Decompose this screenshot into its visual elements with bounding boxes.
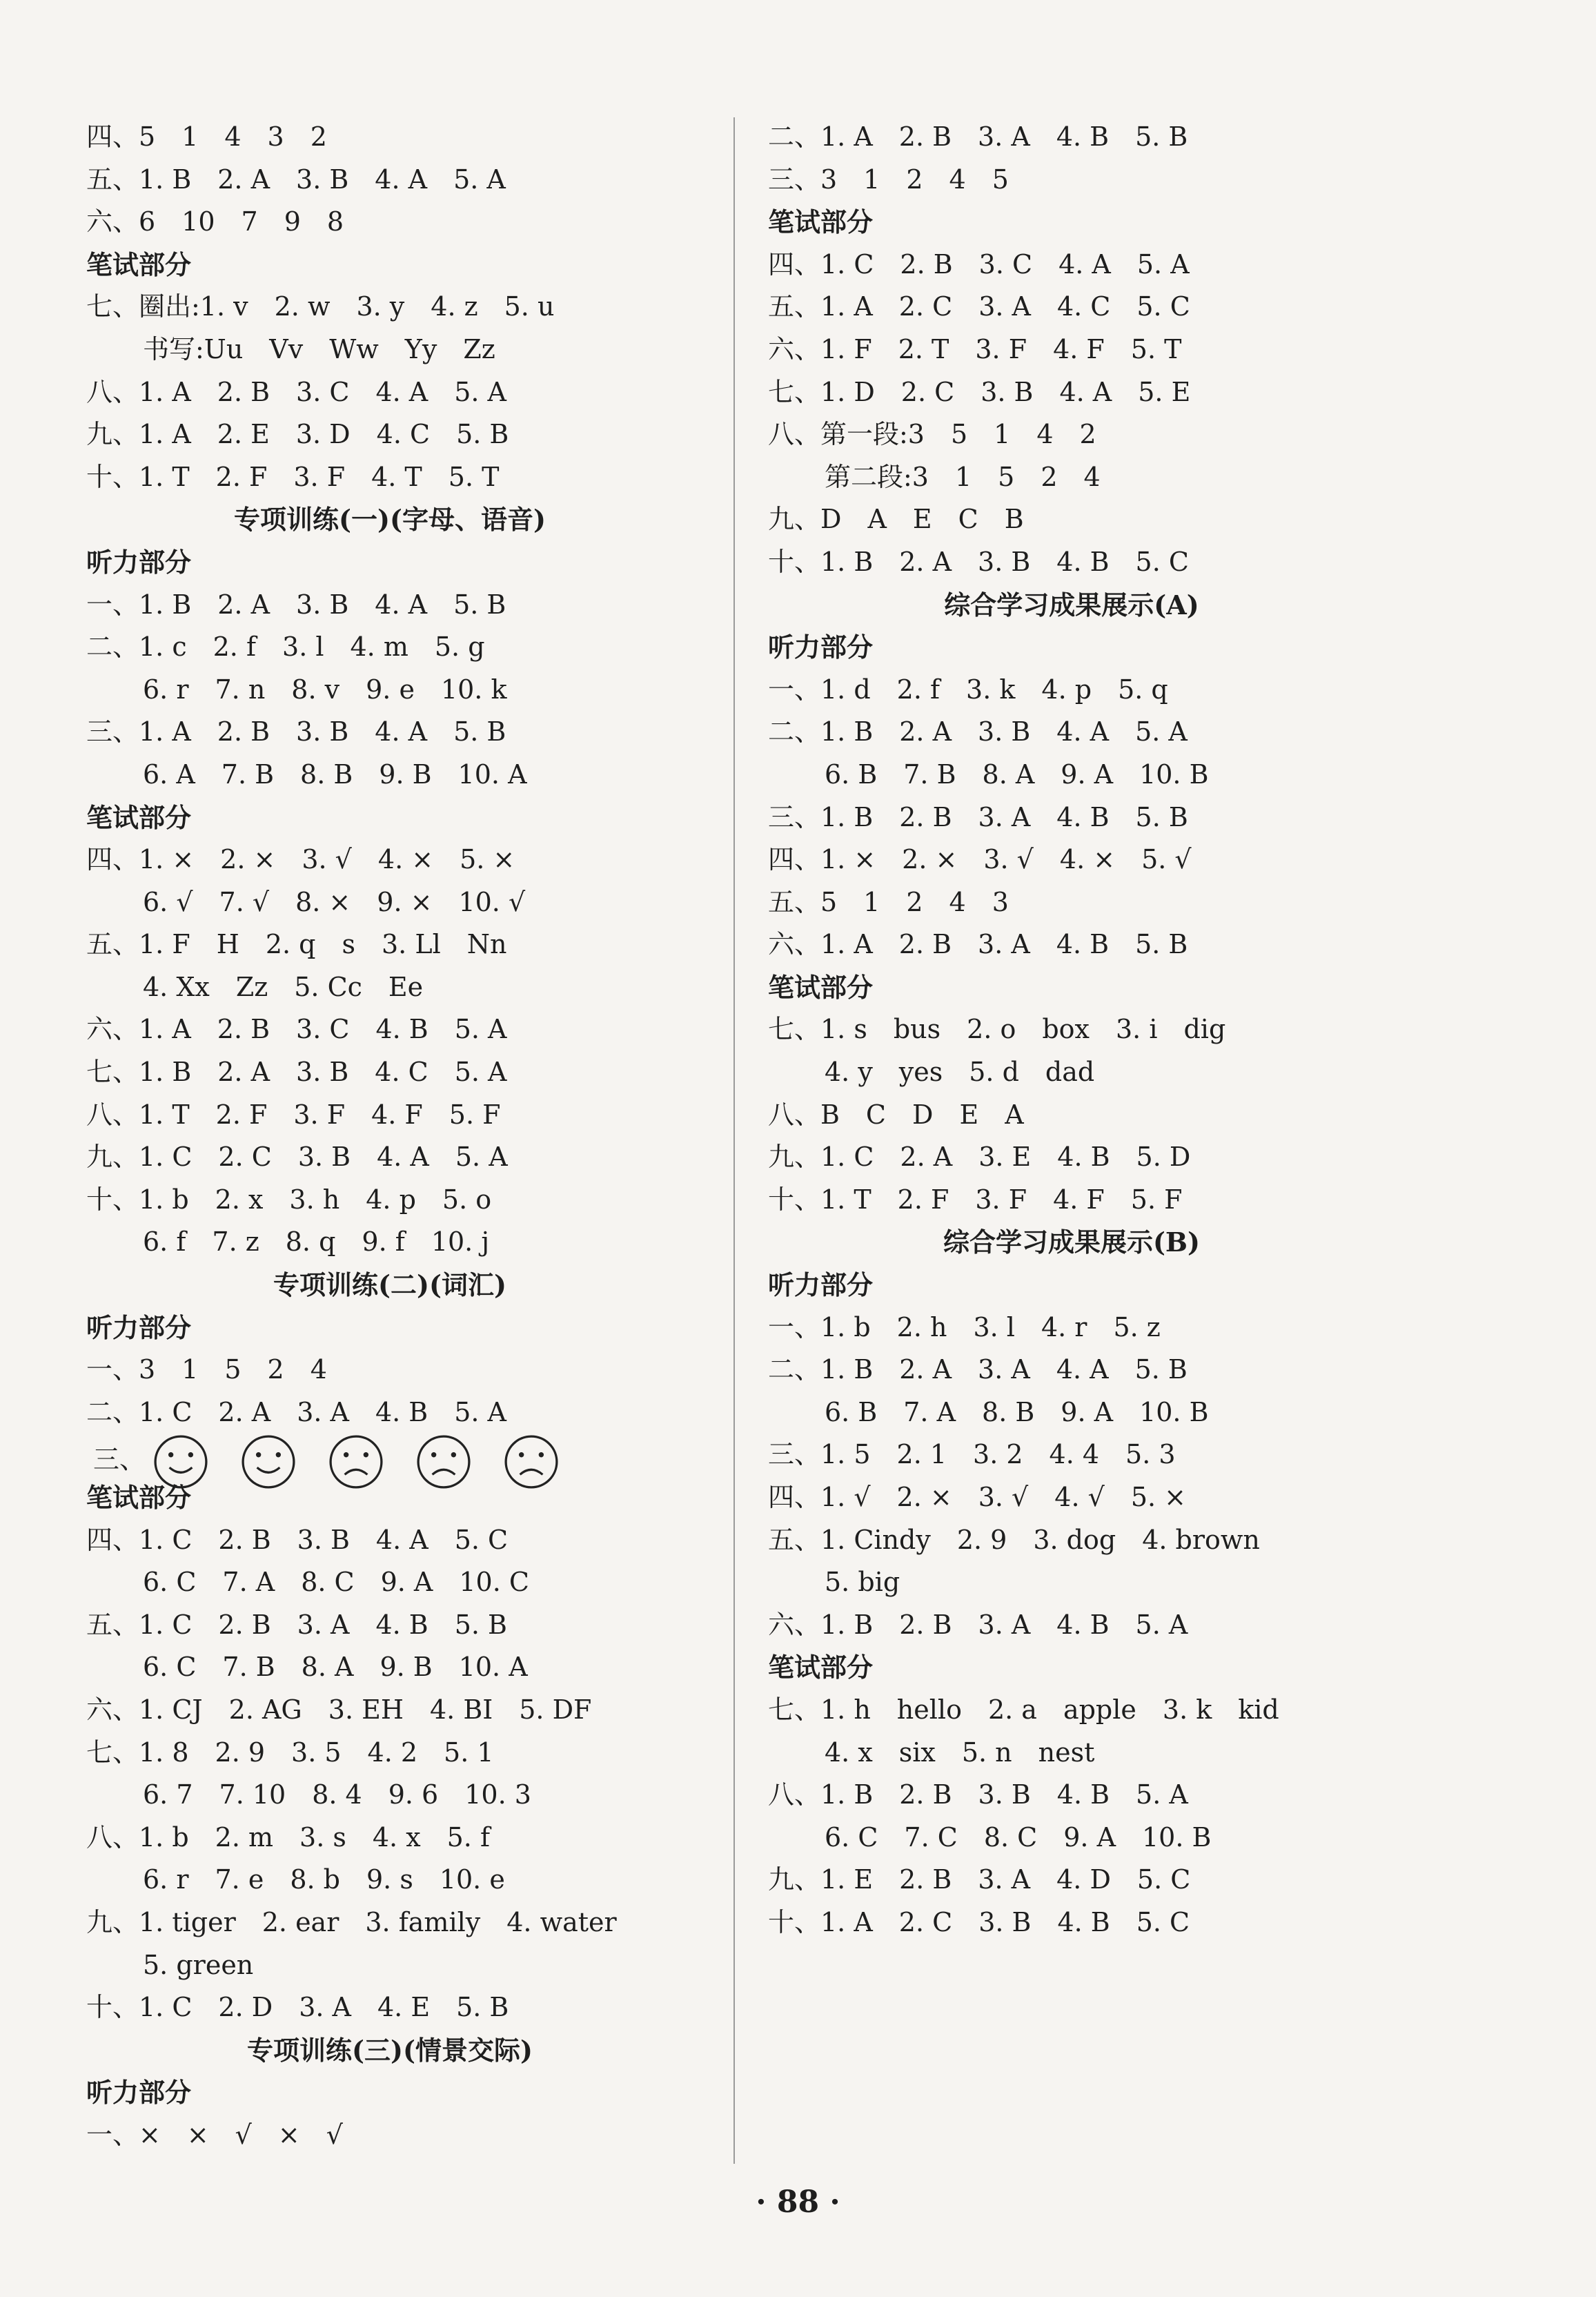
answer-text: 十、1. A 2. C 3. B 4. B 5. C [768, 1906, 1190, 1937]
answer-text: 6. 7 7. 10 8. 4 9. 6 10. 3 [143, 1779, 531, 1810]
answer-text: 6. C 7. B 8. A 9. B 10. A [143, 1652, 528, 1683]
answer-line [86, 456, 693, 499]
answer-text: 四、1. C 2. B 3. B 4. A 5. C [86, 1524, 509, 1555]
answer-text: 4. x six 5. n nest [825, 1737, 1095, 1768]
answer-text: 八、1. B 2. B 3. B 4. B 5. A [768, 1779, 1188, 1810]
answer-line [768, 329, 1375, 371]
answer-text: 五、1. Cindy 2. 9 3. dog 4. brown [768, 1524, 1260, 1555]
answer-line [768, 159, 1375, 202]
part-label [768, 1264, 1375, 1307]
answer-text: 七、1. h hello 2. a apple 3. k kid [768, 1694, 1279, 1725]
answer-text: 六、1. A 2. B 3. C 4. B 5. A [86, 1014, 507, 1045]
answer-text: 八、第一段:3 5 1 4 2 [768, 419, 1096, 450]
answer-text: 一、3 1 5 2 4 [86, 1354, 327, 1385]
smile-face-icon [240, 1434, 297, 1490]
answer-line [768, 711, 1375, 754]
answer-line [86, 881, 693, 924]
answer-text: 6. r 7. e 8. b 9. s 10. e [143, 1864, 505, 1895]
answer-text: 十、1. b 2. x 3. h 4. p 5. o [86, 1184, 492, 1215]
answer-text: 二、1. C 2. A 3. A 4. B 5. A [86, 1396, 507, 1427]
answer-line [768, 1349, 1375, 1391]
answer-text: 八、1. T 2. F 3. F 4. F 5. F [86, 1099, 501, 1130]
answer-text: 三、 [93, 1444, 146, 1475]
right-column [768, 116, 1375, 1944]
answer-text: 6. √ 7. √ 8. × 9. × 10. √ [143, 886, 526, 917]
answer-text: 十、1. T 2. F 3. F 4. F 5. F [768, 1184, 1183, 1215]
answer-line [768, 1307, 1375, 1349]
section-heading [768, 1221, 1375, 1264]
answer-line [768, 839, 1375, 881]
answer-line [86, 1732, 693, 1775]
answer-text: 六、6 10 7 9 8 [86, 206, 344, 237]
answer-text: 七、1. B 2. A 3. B 4. C 5. A [86, 1057, 507, 1088]
answer-text: 一、1. B 2. A 3. B 4. A 5. B [86, 589, 506, 620]
answer-text: 七、圈出:1. v 2. w 3. y 4. z 5. u [86, 291, 555, 322]
answer-text: 综合学习成果展示(B) [943, 1226, 1201, 1258]
answer-line [86, 1136, 693, 1179]
answer-line [86, 626, 693, 669]
answer-text: 六、1. F 2. T 3. F 4. F 5. T [768, 333, 1182, 364]
answer-line [768, 796, 1375, 839]
answer-line [768, 1732, 1375, 1775]
answer-text: 笔试部分 [768, 971, 874, 1003]
answer-text: 六、1. CJ 2. AG 3. EH 4. BI 5. DF [86, 1694, 592, 1725]
answer-text: 八、1. b 2. m 3. s 4. x 5. f [86, 1821, 491, 1853]
answer-line [86, 1944, 693, 1987]
answer-line [86, 584, 693, 627]
answer-text: 三、1. 5 2. 1 3. 2 4. 4 5. 3 [768, 1439, 1176, 1470]
answer-line [86, 329, 693, 371]
answer-text: 八、1. A 2. B 3. C 4. A 5. A [86, 376, 507, 407]
answer-text: 专项训练(三)(情景交际) [247, 2034, 533, 2066]
answer-text: 5. big [825, 1567, 900, 1598]
answer-text: 听力部分 [86, 546, 192, 578]
part-label [768, 201, 1375, 244]
answer-line [86, 1817, 693, 1859]
answer-text: 五、1. F H 2. q s 3. Ll Nn [86, 929, 507, 960]
answer-text: 五、1. B 2. A 3. B 4. A 5. A [86, 164, 506, 195]
answer-line [768, 286, 1375, 329]
answer-line [768, 371, 1375, 414]
answer-line [86, 754, 693, 796]
answer-line [768, 1689, 1375, 1732]
answer-text: 四、1. × 2. × 3. √ 4. × 5. √ [768, 844, 1192, 875]
answer-line [86, 839, 693, 881]
answer-text: 七、1. s bus 2. o box 3. i dig [768, 1014, 1226, 1045]
answer-line [768, 1391, 1375, 1434]
answer-text: 六、1. A 2. B 3. A 4. B 5. B [768, 929, 1188, 960]
answer-text: 6. r 7. n 8. v 9. e 10. k [143, 674, 507, 705]
answer-text: 笔试部分 [86, 1482, 192, 1513]
answer-line [768, 669, 1375, 712]
answer-text: 十、1. C 2. D 3. A 4. E 5. B [86, 1992, 509, 2023]
answer-line [86, 1604, 693, 1647]
answer-text: 一、1. b 2. h 3. l 4. r 5. z [768, 1311, 1161, 1342]
answer-text: 二、1. B 2. A 3. A 4. A 5. B [768, 1354, 1188, 1385]
answer-text: 6. B 7. B 8. A 9. A 10. B [825, 759, 1209, 790]
section-heading [86, 498, 693, 541]
answer-line [768, 1051, 1375, 1094]
page-number: · 88 · [756, 2184, 840, 2220]
answer-line [768, 1519, 1375, 1562]
part-label [768, 626, 1375, 669]
answer-text: 六、1. B 2. B 3. A 4. B 5. A [768, 1609, 1188, 1640]
answer-line [768, 1434, 1375, 1476]
section-heading [86, 1264, 693, 1307]
answer-text: 听力部分 [768, 1269, 874, 1301]
answer-text: 四、5 1 4 3 2 [86, 121, 327, 152]
answer-line [86, 1391, 693, 1434]
answer-text: 6. C 7. A 8. C 9. A 10. C [143, 1567, 529, 1598]
answer-text: 二、1. B 2. A 3. B 4. A 5. A [768, 716, 1188, 747]
sad-face-icon [328, 1434, 384, 1490]
answer-line [768, 1476, 1375, 1519]
answer-line [768, 413, 1375, 456]
answer-line [768, 1136, 1375, 1179]
answer-text: 听力部分 [86, 1311, 192, 1343]
answer-line [768, 1561, 1375, 1604]
answer-text: 二、1. A 2. B 3. A 4. B 5. B [768, 121, 1188, 152]
answer-line [86, 159, 693, 202]
answer-text: 九、1. tiger 2. ear 3. family 4. water [86, 1906, 617, 1937]
answer-line [86, 711, 693, 754]
answer-text: 七、1. D 2. C 3. B 4. A 5. E [768, 376, 1191, 407]
answer-line [768, 1774, 1375, 1817]
part-label [86, 2071, 693, 2114]
answer-line [768, 1817, 1375, 1859]
answer-text: 一、× × √ × √ [86, 2119, 343, 2150]
answer-text: 6. C 7. C 8. C 9. A 10. B [825, 1821, 1212, 1853]
answer-text: 九、1. E 2. B 3. A 4. D 5. C [768, 1864, 1191, 1895]
answer-line [86, 371, 693, 414]
answer-line [768, 244, 1375, 286]
answer-text: 四、1. √ 2. × 3. √ 4. √ 5. × [768, 1482, 1186, 1512]
answer-line [768, 1094, 1375, 1137]
answer-line [86, 1008, 693, 1051]
answer-text: 一、1. d 2. f 3. k 4. p 5. q [768, 674, 1168, 705]
answer-text: 二、1. c 2. f 3. l 4. m 5. g [86, 632, 485, 663]
answer-text: 四、1. C 2. B 3. C 4. A 5. A [768, 248, 1190, 280]
answer-line [86, 1051, 693, 1094]
answer-text: 笔试部分 [86, 248, 192, 280]
answer-text: 6. f 7. z 8. q 9. f 10. j [143, 1226, 490, 1258]
answer-line [93, 1434, 591, 1476]
answer-line [86, 116, 693, 159]
answer-text: 书写:Uu Vv Ww Yy Zz [143, 333, 495, 364]
answer-text: 笔试部分 [768, 206, 874, 238]
answer-text: 四、1. × 2. × 3. √ 4. × 5. × [86, 844, 515, 875]
answer-text: 三、1. A 2. B 3. B 4. A 5. B [86, 716, 506, 747]
answer-line [86, 1646, 693, 1689]
answer-text: 九、1. C 2. C 3. B 4. A 5. A [86, 1142, 508, 1173]
answer-text: 三、1. B 2. B 3. A 4. B 5. B [768, 801, 1188, 832]
answer-line [768, 541, 1375, 584]
section-heading [768, 584, 1375, 627]
answer-text: 综合学习成果展示(A) [944, 589, 1199, 620]
answer-text: 4. y yes 5. d dad [825, 1057, 1095, 1088]
answer-text: 十、1. B 2. A 3. B 4. B 5. C [768, 546, 1189, 577]
answer-line [768, 498, 1375, 541]
answer-line [768, 1008, 1375, 1051]
answer-text: 笔试部分 [768, 1652, 874, 1683]
answer-text: 6. A 7. B 8. B 9. B 10. A [143, 759, 527, 790]
part-label [768, 966, 1375, 1009]
answer-line [768, 1902, 1375, 1944]
answer-line [86, 1986, 693, 2029]
left-column [86, 116, 693, 2157]
sad-face-icon [503, 1434, 560, 1490]
answer-line [86, 413, 693, 456]
answer-text: 专项训练(一)(字母、语音) [234, 504, 546, 536]
part-label [86, 796, 693, 839]
answer-line [86, 1179, 693, 1222]
part-label [768, 1646, 1375, 1689]
answer-text: 笔试部分 [86, 801, 192, 833]
answer-text: 6. B 7. A 8. B 9. A 10. B [825, 1396, 1209, 1427]
answer-line [86, 1689, 693, 1732]
part-label [86, 1307, 693, 1349]
part-label [86, 244, 693, 286]
answer-text: 专项训练(二)(词汇) [273, 1269, 506, 1301]
answer-text: 4. Xx Zz 5. Cc Ee [143, 971, 424, 1002]
answer-text: 九、1. C 2. A 3. E 4. B 5. D [768, 1142, 1191, 1173]
answer-text: 五、1. A 2. C 3. A 4. C 5. C [768, 291, 1190, 322]
answer-text: 七、1. 8 2. 9 3. 5 4. 2 5. 1 [86, 1737, 494, 1768]
column-divider [733, 117, 735, 2164]
answer-line [768, 1859, 1375, 1902]
answer-line [86, 1902, 693, 1944]
answer-line [86, 1561, 693, 1604]
answer-line [768, 1604, 1375, 1647]
answer-text: 五、5 1 2 4 3 [768, 886, 1009, 917]
answer-line [86, 966, 693, 1009]
answer-line [86, 1774, 693, 1817]
section-heading [86, 2029, 693, 2072]
answer-text: 九、1. A 2. E 3. D 4. C 5. B [86, 419, 509, 450]
answer-text: 第二段:3 1 5 2 4 [825, 461, 1101, 492]
answer-text: 三、3 1 2 4 5 [768, 164, 1009, 195]
answer-line [768, 1179, 1375, 1222]
answer-line [768, 116, 1375, 159]
answer-line [86, 1349, 693, 1391]
answer-line [86, 923, 693, 966]
answer-line [86, 1221, 693, 1264]
answer-line [768, 754, 1375, 796]
sad-face-icon [415, 1434, 472, 1490]
answer-text: 5. green [143, 1949, 254, 1980]
answer-line [768, 881, 1375, 924]
answer-text: 五、1. C 2. B 3. A 4. B 5. B [86, 1609, 507, 1640]
answer-text: 十、1. T 2. F 3. F 4. T 5. T [86, 461, 500, 492]
answer-text: 听力部分 [768, 632, 874, 663]
part-label [86, 541, 693, 584]
answer-line [86, 669, 693, 712]
answer-line [86, 2114, 693, 2157]
face-icons [152, 1434, 591, 1490]
answer-text: 听力部分 [86, 2077, 192, 2109]
answer-line [768, 456, 1375, 499]
answer-line [86, 1859, 693, 1902]
answer-text: 八、B C D E A [768, 1099, 1024, 1130]
answer-line [768, 923, 1375, 966]
answer-line [86, 1519, 693, 1562]
answer-line [86, 286, 693, 329]
answer-line [86, 1094, 693, 1137]
answer-line [86, 201, 693, 244]
answer-text: 九、D A E C B [768, 504, 1024, 535]
